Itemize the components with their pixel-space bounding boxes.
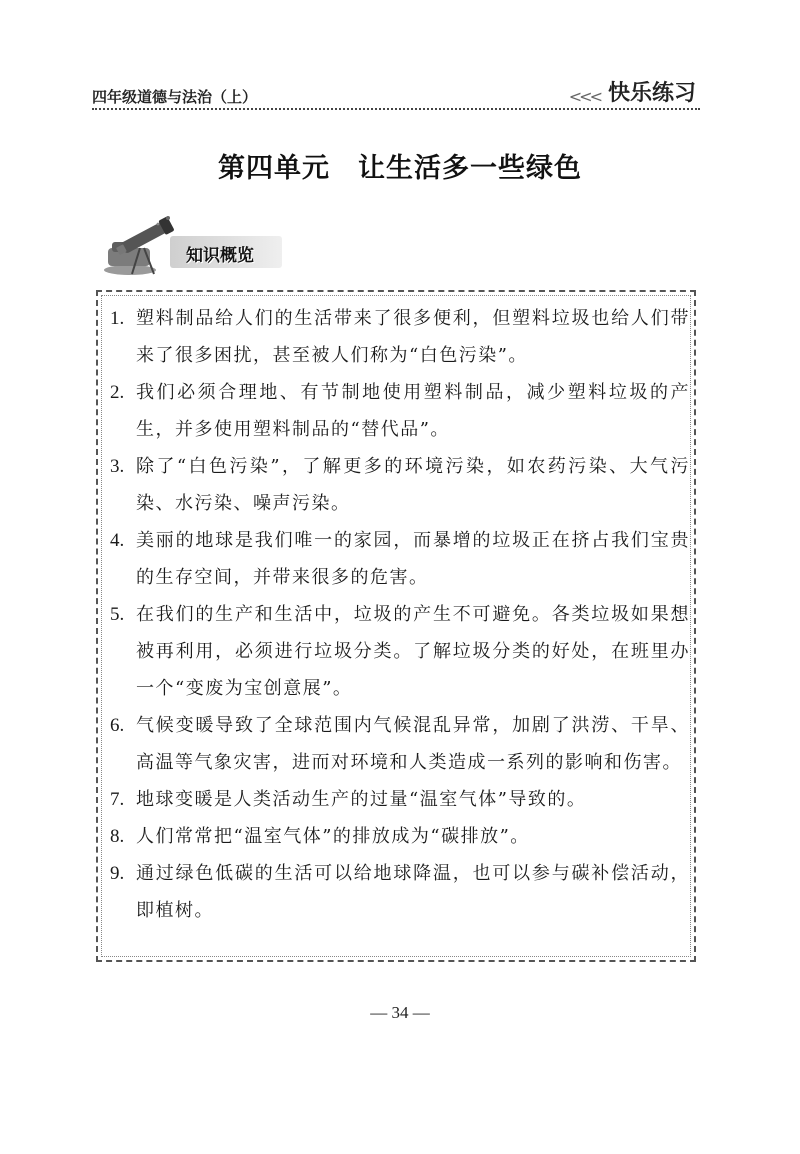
- item-text: 在我们的生产和生活中，垃圾的产生不可避免。各类垃圾如果想被再利用，必须进行垃圾分类。了解垃圾分类的好处，在班里办一个“变废为宝创意展”。: [136, 604, 690, 699]
- item-text: 除了“白色污染”，了解更多的环境污染，如农药污染、大气污染、水污染、噪声污染。: [136, 456, 690, 514]
- item-number: 3.: [110, 456, 125, 477]
- list-item: [110, 374, 690, 448]
- series-title: 快乐练习: [607, 81, 696, 106]
- list-item: [110, 855, 690, 929]
- section-heading: [100, 212, 290, 278]
- item-number: 5.: [110, 604, 125, 625]
- page-header: [92, 72, 700, 112]
- list-item: [110, 707, 690, 781]
- series-badge: [569, 76, 696, 107]
- page-number: — 34 —: [370, 1003, 430, 1022]
- item-text: 塑料制品给人们的生活带来了很多便利，但塑料垃圾也给人们带来了很多困扰，甚至被人们称为“白色污染”。: [136, 308, 690, 366]
- telescope-icon: [100, 212, 180, 278]
- item-number: 2.: [110, 382, 125, 403]
- list-item: [110, 596, 690, 707]
- chevron-left-icon: <<<: [568, 87, 600, 106]
- item-text: 地球变暖是人类活动生产的过量“温室气体”导致的。: [136, 789, 587, 810]
- list-item: [110, 448, 690, 522]
- list-item: [110, 522, 690, 596]
- item-number: 9.: [110, 863, 125, 884]
- item-text: 我们必须合理地、有节制地使用塑料制品，减少塑料垃圾的产生，并多使用塑料制品的“替代品”。: [136, 382, 690, 440]
- item-number: 1.: [110, 308, 125, 329]
- knowledge-list: [110, 300, 690, 929]
- item-number: 7.: [110, 789, 125, 810]
- item-text: 人们常常把“温室气体”的排放成为“碳排放”。: [136, 826, 530, 847]
- list-item: [110, 818, 690, 855]
- item-text: 通过绿色低碳的生活可以给地球降温，也可以参与碳补偿活动，即植树。: [136, 863, 690, 921]
- section-label: 知识概览: [186, 246, 254, 266]
- header-divider: [92, 108, 700, 110]
- item-number: 4.: [110, 530, 125, 551]
- list-item: [110, 300, 690, 374]
- knowledge-box: [96, 290, 696, 962]
- unit-title: 第四单元 让生活多一些绿色: [218, 153, 582, 184]
- list-item: [110, 781, 690, 818]
- item-number: 8.: [110, 826, 125, 847]
- item-text: 美丽的地球是我们唯一的家园，而暴增的垃圾正在挤占我们宝贵的生存空间，并带来很多的危害。: [136, 530, 690, 588]
- section-banner: [170, 236, 282, 268]
- item-number: 6.: [110, 715, 125, 736]
- book-title: 四年级道德与法治（上）: [92, 88, 258, 106]
- item-text: 气候变暖导致了全球范围内气候混乱异常，加剧了洪涝、干旱、高温等气象灾害，进而对环境和人类造成一系列的影响和伤害。: [136, 715, 690, 773]
